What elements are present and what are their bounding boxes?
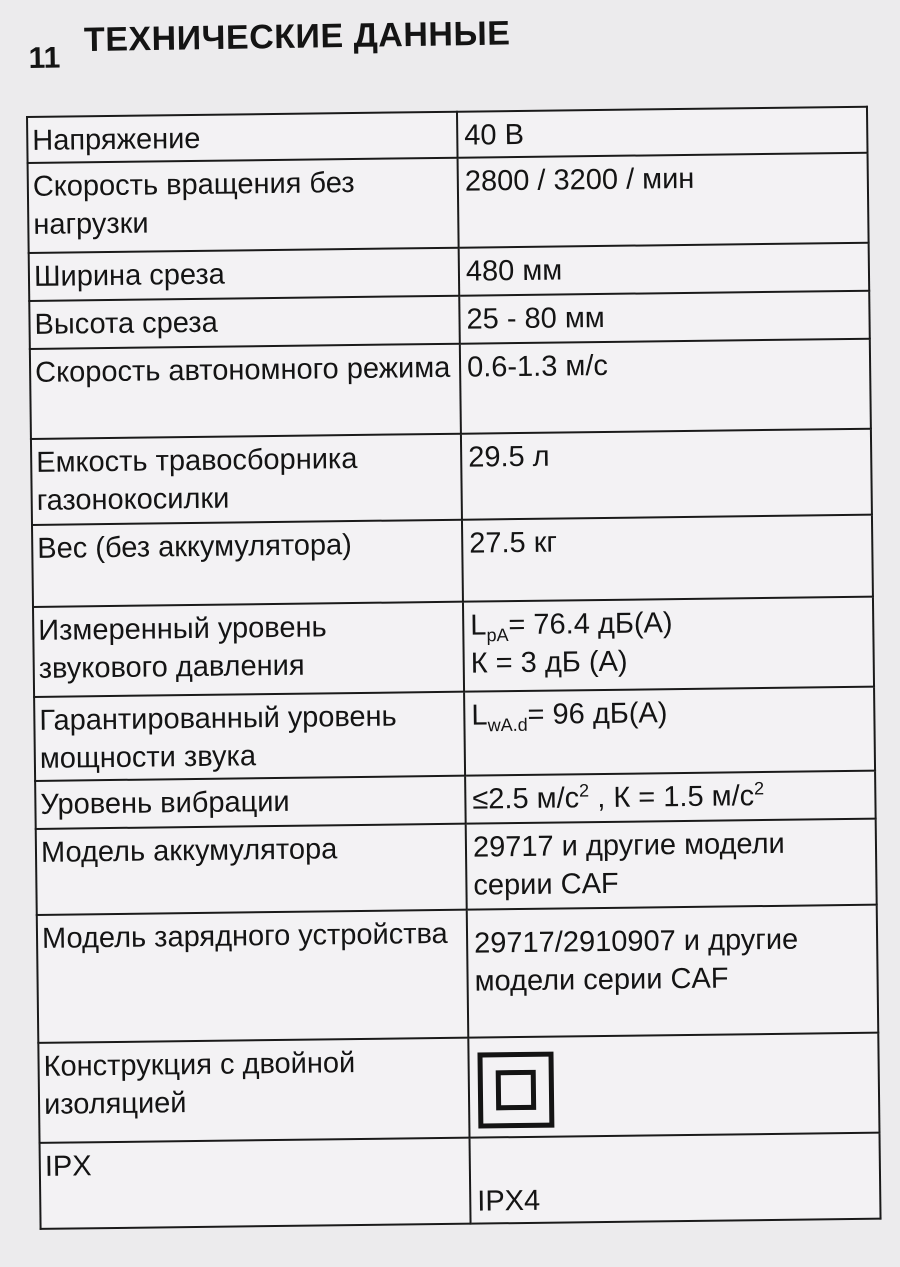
spec-label-self-propelled-speed: Скорость автономного режима [30, 344, 461, 439]
sound-power-symbol: L [471, 699, 488, 732]
table-row [38, 1033, 879, 1143]
sound-power-value: = 96 дБ(А) [527, 697, 668, 731]
sound-pressure-subscript: pA [486, 624, 509, 646]
spec-value-voltage: 40 В [457, 107, 868, 158]
spec-value-double-insulation [468, 1033, 879, 1138]
spec-value-cutting-height: 25 - 80 мм [459, 291, 870, 344]
table-row [40, 1133, 881, 1229]
spec-label-vibration: Уровень вибрации [35, 776, 466, 829]
sound-pressure-value: = 76.4 дБ(А) [508, 607, 673, 642]
spec-label-battery-model: Модель аккумулятора [36, 824, 467, 915]
table-row [32, 515, 873, 607]
sound-pressure-line [470, 602, 866, 645]
spec-value-self-propelled-speed: 0.6-1.3 м/с [460, 339, 871, 434]
spec-label-cutting-height: Высота среза [29, 296, 460, 349]
table-row [34, 687, 875, 781]
table-row [37, 905, 879, 1043]
vibration-sup-b: 2 [753, 778, 765, 799]
spec-value-sound-pressure [463, 597, 874, 692]
spec-label-no-load-speed: Скорость вращения без нагрузки [28, 158, 459, 253]
spec-value-weight: 27.5 кг [462, 515, 873, 602]
section-number: 11 [28, 41, 61, 75]
vibration-value-b: , К = 1.5 м/с [588, 780, 755, 815]
technical-data-table [26, 106, 882, 1230]
spec-value-charger-model: 29717/2910907 и другие модели серии CAF [467, 905, 879, 1038]
section-heading [28, 14, 511, 75]
spec-label-sound-power: Гарантированный уровень мощности звука [34, 692, 465, 781]
vibration-sup-a: 2 [578, 780, 590, 801]
spec-label-double-insulation: Конструкция с двойной изоляцией [38, 1038, 469, 1143]
spec-value-ipx: IPX4 [470, 1133, 881, 1224]
table-row [28, 153, 869, 253]
spec-label-ipx: IPX [40, 1138, 471, 1229]
table-row [31, 429, 872, 525]
section-title: ТЕХНИЧЕСКИЕ ДАННЫЕ [83, 14, 511, 60]
sound-pressure-uncertainty: К = 3 дБ (А) [470, 645, 628, 680]
spec-label-grass-bag-capacity: Емкость травосборника газонокосилки [31, 434, 462, 525]
spec-label-weight: Вес (без аккумулятора) [32, 520, 463, 607]
double-insulation-inner-square [496, 1070, 536, 1110]
table-row [33, 597, 874, 697]
sound-power-subscript: wA.d [487, 714, 528, 736]
spec-label-sound-pressure: Измеренный уровень звукового давления [33, 602, 464, 697]
spec-value-sound-power [464, 687, 875, 776]
vibration-value-a: ≤2.5 м/с [472, 782, 580, 816]
spec-value-cutting-width: 480 мм [459, 243, 870, 296]
spec-value-vibration [465, 771, 876, 824]
table-row [36, 819, 877, 915]
spec-value-battery-model: 29717 и другие модели серии CAF [466, 819, 877, 910]
spec-label-cutting-width: Ширина среза [29, 248, 460, 301]
spec-label-charger-model: Модель зарядного устройства [37, 910, 469, 1043]
spec-value-grass-bag-capacity: 29.5 л [461, 429, 872, 520]
double-insulation-icon [477, 1052, 554, 1129]
spec-label-voltage: Напряжение [27, 112, 458, 163]
sound-pressure-symbol: L [470, 609, 487, 642]
table-row [30, 339, 871, 439]
spec-value-no-load-speed: 2800 / 3200 / мин [458, 153, 869, 248]
